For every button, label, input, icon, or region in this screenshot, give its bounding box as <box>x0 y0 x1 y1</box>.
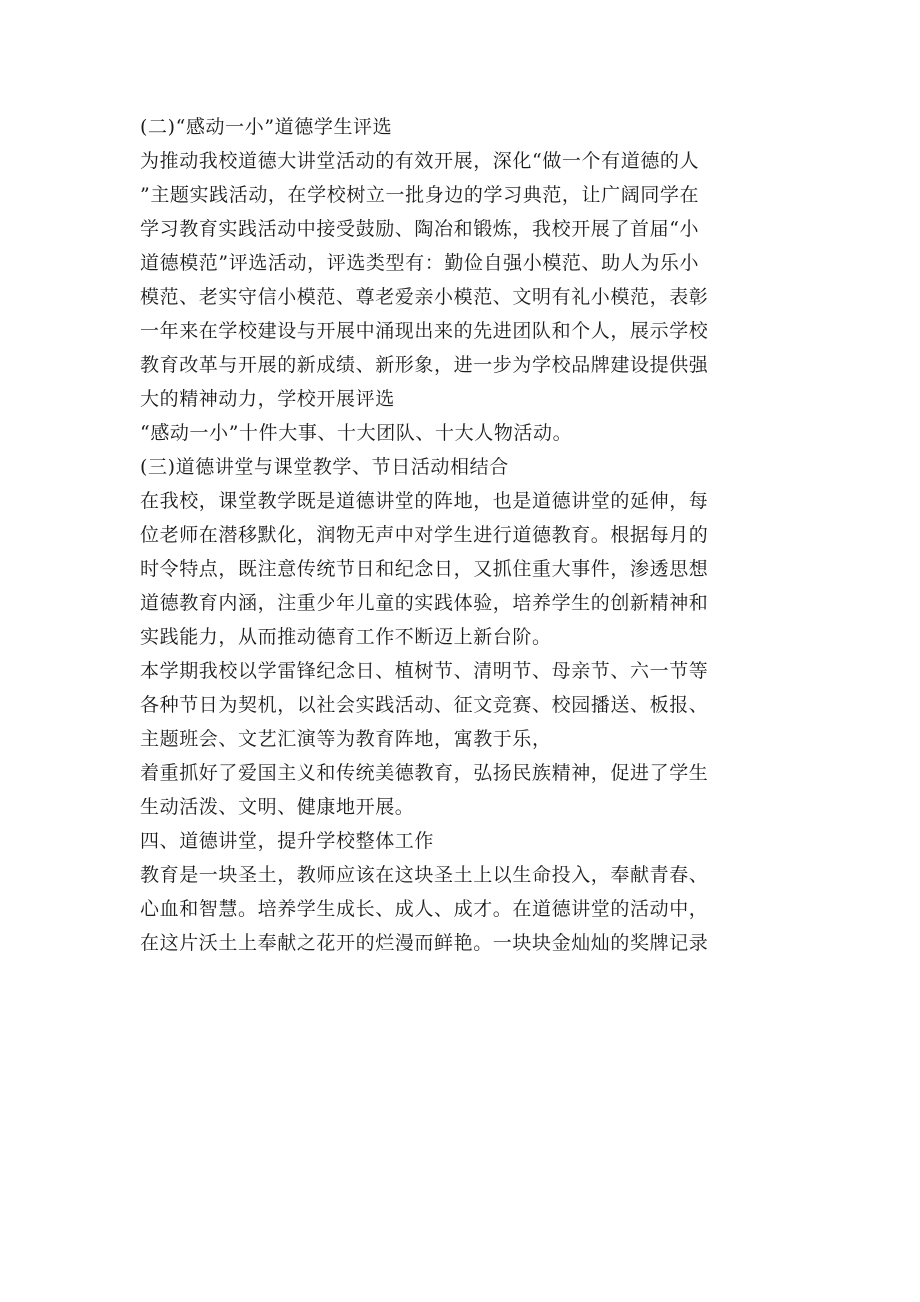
paragraph-line: 大的精神动力，学校开展评选 <box>140 388 395 410</box>
paragraph-line: 在这片沃土上奉献之花开的烂漫而鲜艳。一块块金灿灿的奖牌记录 <box>140 932 709 954</box>
paragraph-line: 一年来在学校建设与开展中涌现出来的先进团队和个人，展示学校 <box>140 320 709 342</box>
paragraph-line: 本学期我校以学雷锋纪念日、植树节、清明节、母亲节、六一节等 <box>140 660 709 682</box>
document-body <box>140 110 780 960</box>
paragraph-line: 生动活泼、文明、健康地开展。 <box>140 796 415 818</box>
paragraph-line: 为推动我校道德大讲堂活动的有效开展，深化“做一个有道德的人 <box>140 150 700 172</box>
paragraph-line: 教育是一块圣土，教师应该在这块圣土上以生命投入，奉献青春、 <box>140 864 709 886</box>
paragraph-line: 道德教育内涵，注重少年儿童的实践体验，培养学生的创新精神和 <box>140 592 709 614</box>
paragraph-line: 在我校，课堂教学既是道德讲堂的阵地，也是道德讲堂的延伸，每 <box>140 490 709 512</box>
paragraph-line: 位老师在潜移默化，润物无声中对学生进行道德教育。根据每月的 <box>140 524 709 546</box>
paragraph-line: 教育改革与开展的新成绩、新形象，进一步为学校品牌建设提供强 <box>140 354 709 376</box>
paragraph-line: 实践能力，从而推动德育工作不断迈上新台阶。 <box>140 626 552 648</box>
section-heading: (二)“感动一小”道德学生评选 <box>140 116 393 138</box>
paragraph-line: 心血和智慧。培养学生成长、成人、成才。在道德讲堂的活动中， <box>140 898 709 920</box>
section-heading: (三)道德讲堂与课堂教学、节日活动相结合 <box>140 456 509 478</box>
section-heading: 四、道德讲堂，提升学校整体工作 <box>140 830 435 852</box>
paragraph-line: “感动一小”十件大事、十大团队、十大人物活动。 <box>140 422 573 444</box>
paragraph-line: 学习教育实践活动中接受鼓励、陶冶和锻炼，我校开展了首届“小 <box>140 218 700 240</box>
paragraph-line: ”主题实践活动，在学校树立一批身边的学习典范，让广阔同学在 <box>140 184 700 206</box>
paragraph-line: 各种节日为契机，以社会实践活动、征文竞赛、校园播送、板报、 <box>140 694 709 716</box>
paragraph-line: 时令特点，既注意传统节日和纪念日，又抓住重大事件，渗透思想 <box>140 558 709 580</box>
paragraph-line: 道德模范”评选活动，评选类型有：勤俭自强小模范、助人为乐小 <box>140 252 700 274</box>
paragraph-line: 模范、老实守信小模范、尊老爱亲小模范、文明有礼小模范，表彰 <box>140 286 709 308</box>
paragraph-line: 主题班会、文艺汇演等为教育阵地，寓教于乐， <box>140 728 552 750</box>
paragraph-line: 着重抓好了爱国主义和传统美德教育，弘扬民族精神，促进了学生 <box>140 762 709 784</box>
